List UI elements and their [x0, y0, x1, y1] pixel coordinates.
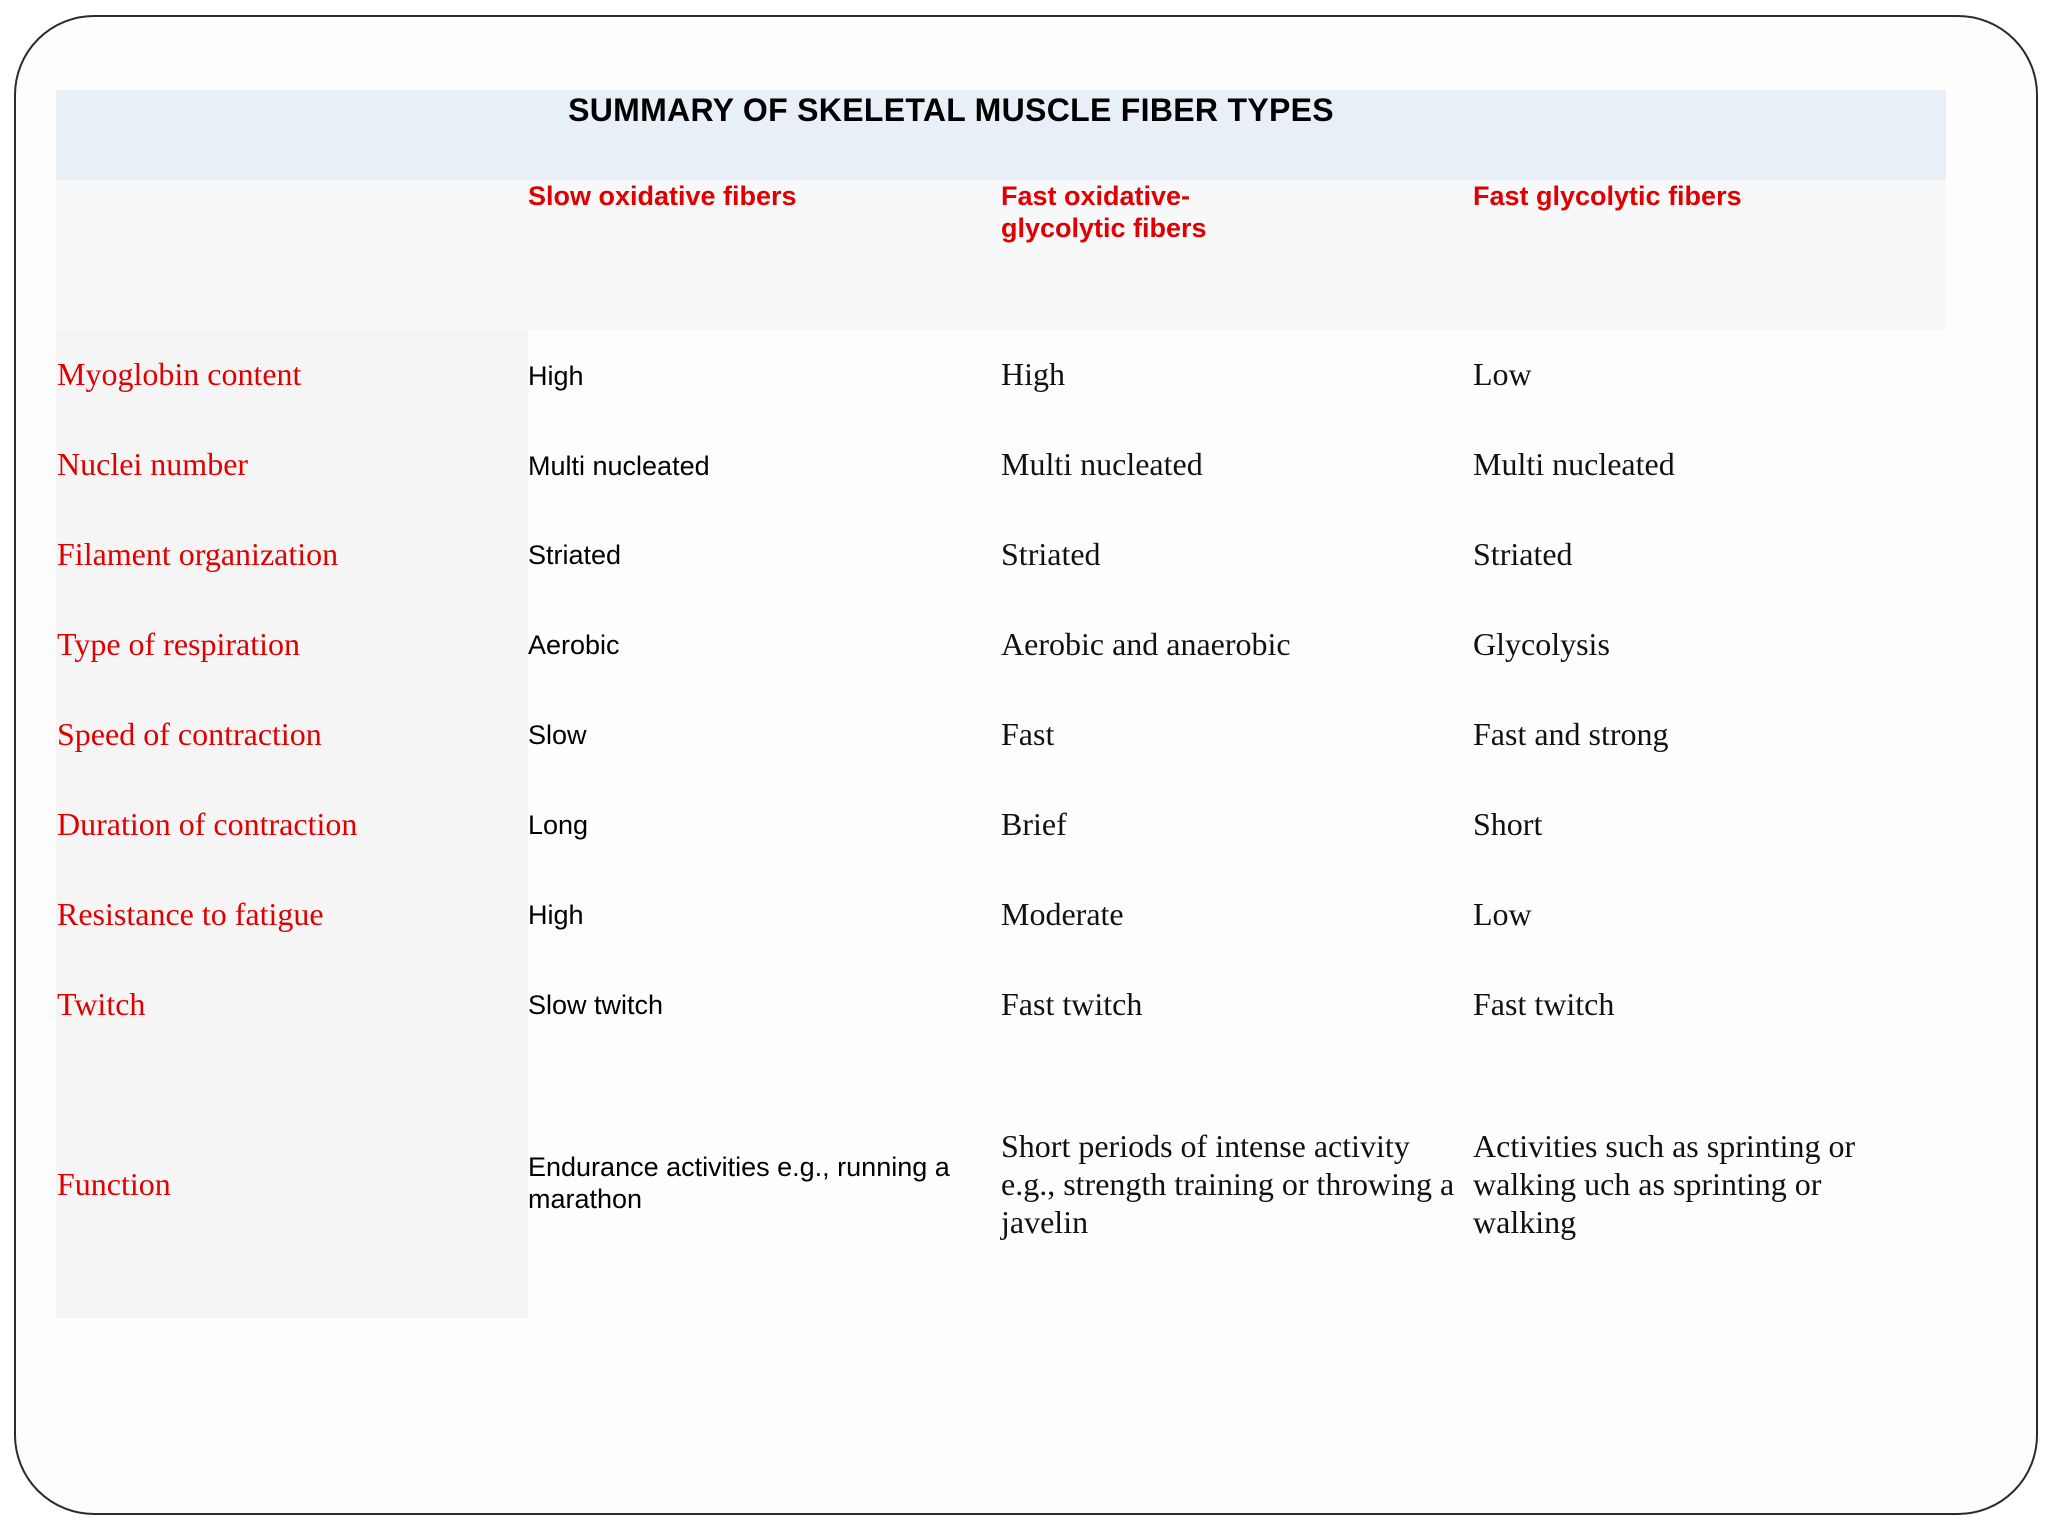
column-header-fast-oxidative-glycolytic: Fast oxidative- glycolytic fibers	[1001, 181, 1207, 243]
cell-fast-ox: High	[1001, 356, 1065, 392]
cell-fast-gly: Low	[1473, 356, 1532, 392]
cell-fast-ox: Fast	[1001, 716, 1055, 752]
row-label: Resistance to fatigue	[57, 896, 324, 932]
cell-fast-ox: Short periods of intense activity e.g., strength training or throwing a javelin	[1001, 1128, 1455, 1240]
column-header-slow-oxidative: Slow oxidative fibers	[528, 181, 797, 211]
cell-slow: Multi nucleated	[528, 451, 710, 481]
cell-slow: Slow twitch	[528, 990, 664, 1020]
row-label: Type of respiration	[57, 626, 301, 662]
cell-fast-gly: Low	[1473, 896, 1532, 932]
cell-slow: Striated	[528, 540, 622, 570]
cell-fast-ox: Striated	[1001, 536, 1101, 572]
cell-fast-ox: Moderate	[1001, 896, 1124, 932]
cell-slow: High	[528, 900, 584, 930]
page-title: SUMMARY OF SKELETAL MUSCLE FIBER TYPES	[568, 92, 1334, 128]
cell-fast-ox: Brief	[1001, 806, 1067, 842]
row-label: Filament organization	[57, 536, 339, 572]
cell-fast-ox: Fast twitch	[1001, 986, 1143, 1022]
cell-slow: Endurance activities e.g., running a marathon	[528, 1152, 950, 1214]
row-label: Speed of contraction	[57, 716, 322, 752]
row-label: Myoglobin content	[57, 356, 302, 392]
cell-fast-gly: Fast twitch	[1473, 986, 1615, 1022]
row-label: Function	[57, 1166, 171, 1202]
row-label: Nuclei number	[57, 446, 249, 482]
cell-fast-gly: Striated	[1473, 536, 1573, 572]
column-header-fast-glycolytic: Fast glycolytic fibers	[1473, 181, 1742, 211]
cell-fast-gly: Glycolysis	[1473, 626, 1610, 662]
cell-fast-ox: Aerobic and anaerobic	[1001, 626, 1291, 662]
cell-slow: Slow	[528, 720, 587, 750]
cell-fast-gly: Fast and strong	[1473, 716, 1669, 752]
row-label: Duration of contraction	[57, 806, 358, 842]
cell-fast-gly: Multi nucleated	[1473, 446, 1675, 482]
row-label: Twitch	[57, 986, 146, 1022]
cell-slow: High	[528, 361, 584, 391]
cell-fast-ox: Multi nucleated	[1001, 446, 1203, 482]
cell-fast-gly: Activities such as sprinting or walking uch as sprinting or walking	[1473, 1128, 1856, 1240]
cell-slow: Long	[528, 810, 589, 840]
cell-slow: Aerobic	[528, 630, 620, 660]
cell-fast-gly: Short	[1473, 806, 1543, 842]
